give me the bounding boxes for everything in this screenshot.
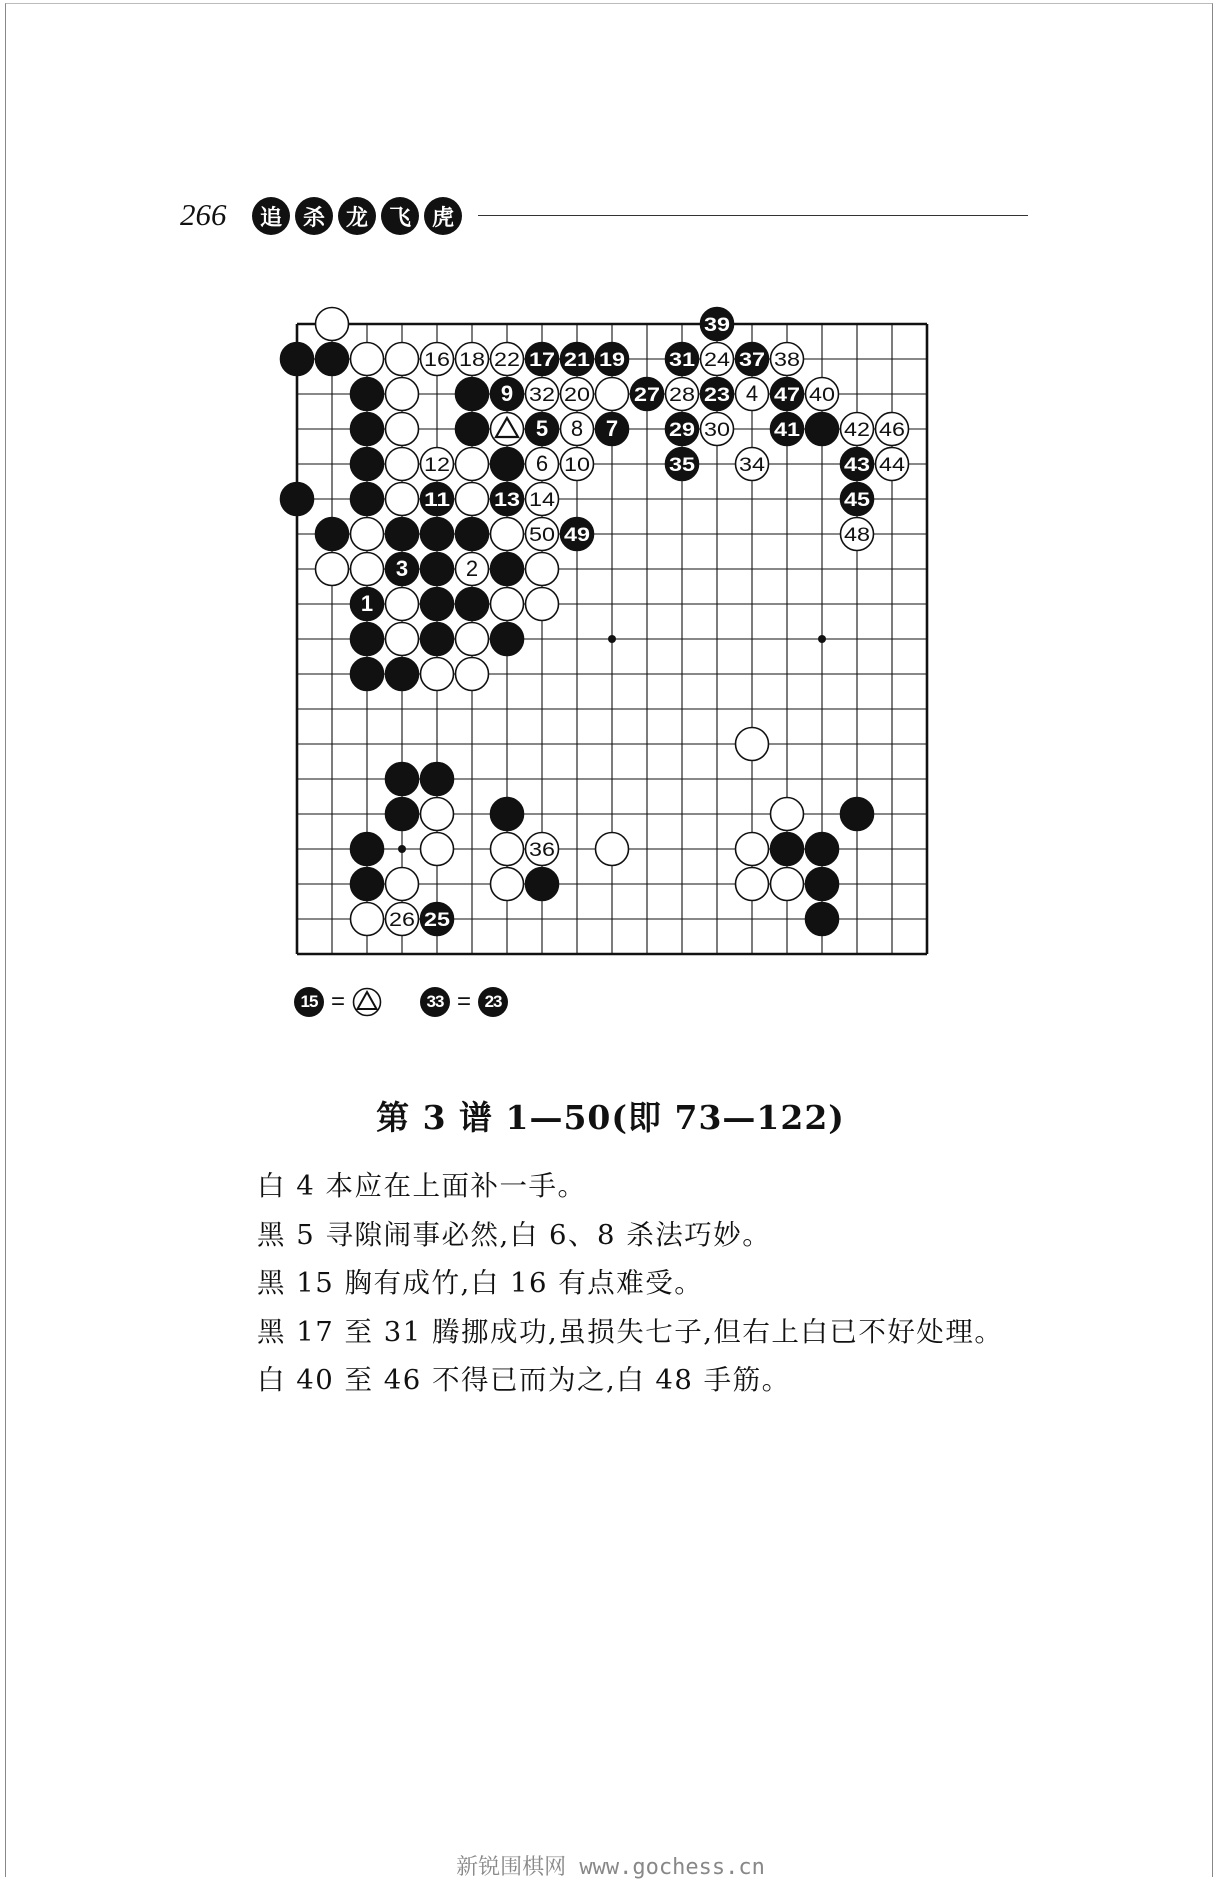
white-stone bbox=[351, 903, 384, 936]
stone-move-number: 25 bbox=[424, 910, 451, 931]
stone-move-number: 21 bbox=[564, 350, 591, 371]
white-stone bbox=[596, 378, 629, 411]
stone-move-number: 18 bbox=[459, 350, 485, 371]
stone-move-number: 12 bbox=[424, 455, 450, 476]
commentary-paragraph: 黑 5 寻隙闹事必然,白 6、8 杀法巧妙。 bbox=[257, 1218, 772, 1251]
stone-move-number: 37 bbox=[739, 350, 765, 371]
black-stone bbox=[421, 623, 454, 656]
stone-move-number: 1 bbox=[360, 591, 374, 616]
stone-move-number: 4 bbox=[745, 381, 759, 406]
white-stone bbox=[491, 518, 524, 551]
black-stone bbox=[386, 763, 419, 796]
white-stone bbox=[386, 588, 419, 621]
stone-move-number: 7 bbox=[605, 416, 619, 441]
black-stone bbox=[281, 483, 314, 516]
star-point bbox=[608, 635, 616, 643]
stone-move-number: 11 bbox=[424, 490, 451, 511]
stone-move-number: 50 bbox=[529, 525, 555, 546]
white-stone bbox=[386, 623, 419, 656]
stone-move-number: 41 bbox=[774, 420, 801, 441]
stone-move-number: 23 bbox=[704, 385, 730, 406]
stone-move-number: 19 bbox=[599, 350, 625, 371]
white-stone bbox=[491, 833, 524, 866]
black-stone bbox=[351, 868, 384, 901]
diagram-legend bbox=[294, 982, 546, 1022]
stone-move-number: 30 bbox=[704, 420, 730, 441]
white-stone bbox=[351, 553, 384, 586]
stone-move-number: 45 bbox=[844, 490, 871, 511]
book-title-char: 虎 bbox=[424, 197, 462, 235]
black-stone bbox=[281, 343, 314, 376]
black-stone bbox=[456, 588, 489, 621]
stone-move-number: 14 bbox=[529, 490, 556, 511]
black-stone bbox=[351, 483, 384, 516]
white-stone bbox=[456, 448, 489, 481]
black-stone-icon: 23 bbox=[478, 987, 508, 1017]
black-stone bbox=[491, 448, 524, 481]
black-stone bbox=[351, 623, 384, 656]
book-title-char: 飞 bbox=[381, 197, 419, 235]
stone-move-number: 38 bbox=[774, 350, 800, 371]
black-stone bbox=[806, 833, 839, 866]
black-stone bbox=[351, 448, 384, 481]
equals-sign: = bbox=[457, 988, 472, 1015]
commentary bbox=[193, 1168, 1038, 1411]
white-stone bbox=[421, 658, 454, 691]
black-stone-icon: 15 bbox=[294, 987, 324, 1017]
black-stone bbox=[421, 588, 454, 621]
white-stone bbox=[456, 483, 489, 516]
white-stone bbox=[491, 868, 524, 901]
black-stone bbox=[351, 658, 384, 691]
stone-move-number: 49 bbox=[564, 525, 590, 546]
white-stone bbox=[386, 483, 419, 516]
black-stone bbox=[806, 413, 839, 446]
legend-item bbox=[294, 987, 382, 1017]
commentary-paragraph: 黑 17 至 31 腾挪成功,虽损失七子,但右上白已不好处理。 bbox=[257, 1315, 1004, 1348]
white-stone bbox=[491, 588, 524, 621]
stone-move-number: 43 bbox=[844, 455, 870, 476]
stone-move-number: 32 bbox=[529, 385, 555, 406]
stone-move-number: 2 bbox=[465, 556, 479, 581]
black-stone bbox=[456, 518, 489, 551]
white-stone bbox=[526, 588, 559, 621]
star-point bbox=[398, 845, 406, 853]
record-title: 第 3 谱 1—50(即 73—122) bbox=[376, 1098, 845, 1137]
stone-move-number: 24 bbox=[704, 350, 731, 371]
stone-move-number: 48 bbox=[844, 525, 870, 546]
stone-move-number: 5 bbox=[535, 416, 549, 441]
stone-move-number: 29 bbox=[669, 420, 695, 441]
white-stone bbox=[456, 623, 489, 656]
stone-move-number: 13 bbox=[494, 490, 520, 511]
commentary-paragraph: 黑 15 胸有成竹,白 16 有点难受。 bbox=[257, 1267, 704, 1299]
white-stone bbox=[421, 798, 454, 831]
black-stone bbox=[456, 413, 489, 446]
white-stone bbox=[736, 868, 769, 901]
black-stone bbox=[491, 798, 524, 831]
white-stone bbox=[526, 553, 559, 586]
legend-item bbox=[420, 987, 508, 1017]
white-stone bbox=[596, 833, 629, 866]
white-stone bbox=[736, 728, 769, 761]
stone-move-number: 31 bbox=[669, 350, 696, 371]
white-stone bbox=[771, 798, 804, 831]
stone-move-number: 34 bbox=[739, 455, 766, 476]
black-stone bbox=[316, 518, 349, 551]
watermark-footer: 新锐围棋网 www.gochess.cn bbox=[456, 1855, 765, 1880]
white-stone bbox=[456, 658, 489, 691]
black-stone bbox=[386, 798, 419, 831]
white-stone bbox=[771, 868, 804, 901]
commentary-paragraph: 白 4 本应在上面补一手。 bbox=[257, 1170, 587, 1202]
black-stone bbox=[351, 413, 384, 446]
stone-move-number: 42 bbox=[844, 420, 870, 441]
page-number: 266 bbox=[180, 197, 227, 232]
stone-move-number: 22 bbox=[494, 350, 520, 371]
stone-move-number: 17 bbox=[529, 350, 555, 371]
black-stone bbox=[841, 798, 874, 831]
stone-move-number: 28 bbox=[669, 385, 695, 406]
white-stone bbox=[351, 343, 384, 376]
black-stone bbox=[386, 518, 419, 551]
white-stone bbox=[316, 308, 349, 341]
black-stone bbox=[456, 378, 489, 411]
stone-move-number: 35 bbox=[669, 455, 696, 476]
star-point bbox=[818, 635, 826, 643]
black-stone bbox=[316, 343, 349, 376]
black-stone bbox=[771, 833, 804, 866]
stone-move-number: 40 bbox=[809, 385, 835, 406]
stone-move-number: 26 bbox=[389, 910, 415, 931]
black-stone bbox=[491, 623, 524, 656]
white-stone bbox=[386, 343, 419, 376]
equals-sign: = bbox=[331, 988, 346, 1015]
white-stone bbox=[316, 553, 349, 586]
white-stone bbox=[421, 833, 454, 866]
white-stone bbox=[386, 448, 419, 481]
stone-move-number: 44 bbox=[879, 455, 906, 476]
black-stone bbox=[526, 868, 559, 901]
black-stone bbox=[421, 553, 454, 586]
stone-move-number: 9 bbox=[500, 381, 514, 406]
black-stone bbox=[806, 868, 839, 901]
book-title-char: 杀 bbox=[295, 197, 333, 235]
white-stone bbox=[736, 833, 769, 866]
black-stone bbox=[421, 518, 454, 551]
stone-move-number: 39 bbox=[704, 315, 730, 336]
white-stone bbox=[386, 868, 419, 901]
triangle-marked-white-stone-icon bbox=[352, 987, 382, 1017]
stone-move-number: 46 bbox=[879, 420, 905, 441]
black-stone bbox=[421, 763, 454, 796]
stone-move-number: 47 bbox=[774, 385, 800, 406]
stone-move-number: 6 bbox=[535, 451, 549, 476]
book-title-char: 追 bbox=[252, 197, 290, 235]
white-stone bbox=[386, 378, 419, 411]
black-stone bbox=[351, 833, 384, 866]
black-stone bbox=[351, 378, 384, 411]
black-stone bbox=[386, 658, 419, 691]
stone-move-number: 16 bbox=[424, 350, 450, 371]
stone-move-number: 10 bbox=[564, 455, 590, 476]
book-title-char: 龙 bbox=[338, 197, 376, 235]
black-stone bbox=[491, 553, 524, 586]
white-stone bbox=[351, 518, 384, 551]
stone-move-number: 36 bbox=[529, 840, 555, 861]
stone-move-number: 20 bbox=[564, 385, 590, 406]
stone-move-number: 8 bbox=[570, 416, 584, 441]
stone-move-number: 27 bbox=[634, 385, 660, 406]
commentary-paragraph: 白 40 至 46 不得已而为之,白 48 手筋。 bbox=[257, 1364, 791, 1396]
white-stone bbox=[386, 413, 419, 446]
black-stone bbox=[806, 903, 839, 936]
stone-move-number: 3 bbox=[395, 556, 409, 581]
black-stone-icon: 33 bbox=[420, 987, 450, 1017]
